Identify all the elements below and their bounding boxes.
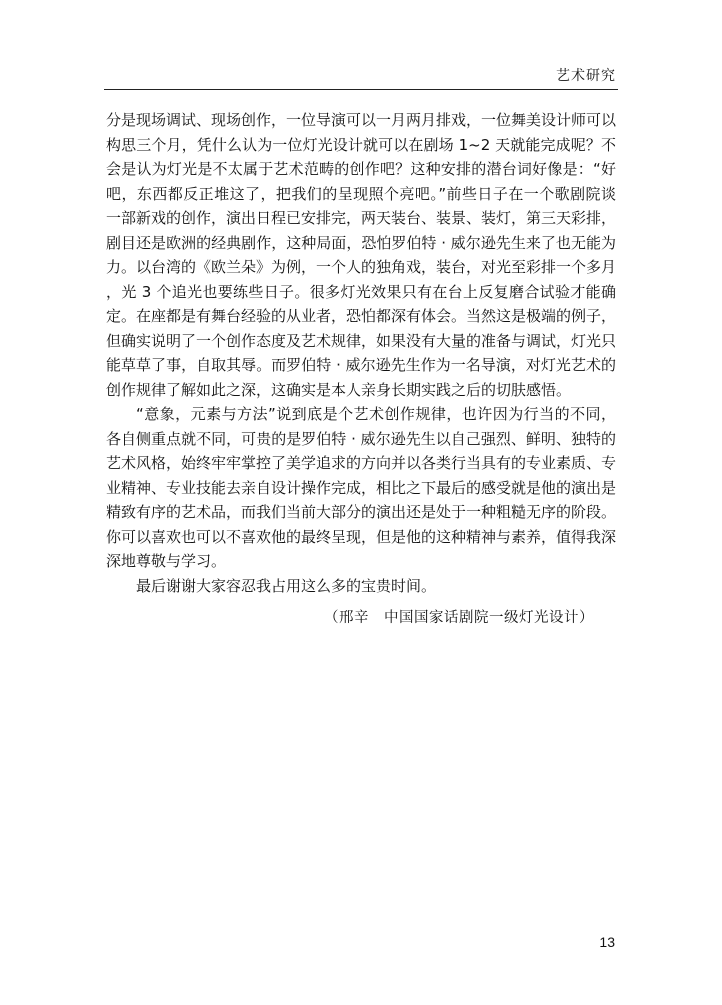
header-divider — [104, 89, 618, 90]
running-header-title: 艺术研究 — [556, 68, 616, 84]
paragraph-closing-thanks: 最后谢谢大家容忍我占用这么多的宝贵时间。 — [136, 576, 437, 595]
author-signature: （邢辛 中国国家话剧院一级灯光设计） — [324, 610, 594, 626]
page-number: 13 — [599, 934, 615, 950]
paragraph-conclusion: “意象，元素与方法”说到底是个艺术创作规律，也许因为行当的不同，各自侧重点就不同，可贵的是罗伯特 · 威尔逊先生以自己强烈、鲜明、独特的艺术风格，始终牢牢掌控了美学追求的方向并以各类行当具有的专业素质、专业精神、专业技能去亲自设计操作完成，相比之下最后的感受就是他的演出是精致有序的艺术品，而我们当前大部分的演出还是处于一种粗糙无序的阶段。你可以喜欢也可以不喜欢他的最终呈现，但是他的这种精神与素养，值得我深深地尊敬与学习。 — [106, 405, 617, 570]
article-body — [106, 108, 616, 598]
paragraph-continued: 分是现场调试、现场创作，一位导演可以一月两月排戏，一位舞美设计师可以构思三个月，凭什么认为一位灯光设计就可以在剧场 1~2 天就能完成呢？不会是认为灯光是不太属于艺术范畴的创作吧？这种安排的潜台词好像是：“好吧，东西都反正堆这了，把我们的呈现照个亮吧。”前些日子在一个歌剧院谈一部新戏的创作，演出日程已安排完，两天装台、装景、装灯，第三天彩排，剧目还是欧洲的经典剧作，这种局面，恐怕罗伯特 · 威尔逊先生来了也无能为力。以台湾的《欧兰朵》为例，一个人的独角戏，装台，对光至彩排一个多月，光 3 个追光也要练些日子。很多灯光效果只有在台上反复磨合试验才能确定。在座都是有舞台经验的从业者，恐怕都深有体会。当然这是极端的例子，但确实说明了一个创作态度及艺术规律，如果没有大量的准备与调试，灯光只能草草了事，自取其辱。而罗伯特 · 威尔逊先生作为一名导演，对灯光艺术的创作规律了解如此之深，这确实是本人亲身长期实践之后的切肤感悟。 — [106, 111, 617, 399]
